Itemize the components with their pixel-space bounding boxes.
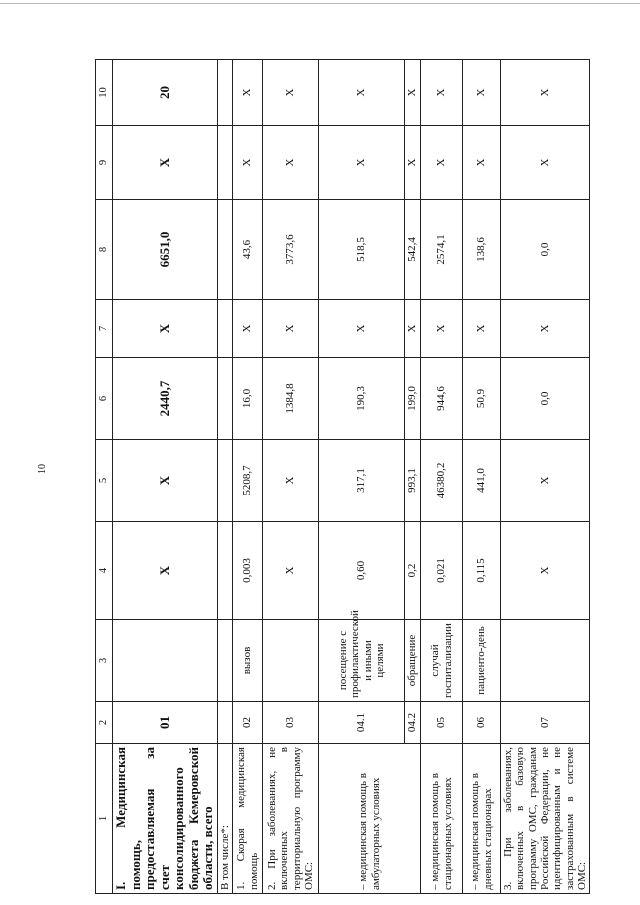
- row-cell: 3773,6: [263, 200, 319, 300]
- row-cell: 2574,1: [421, 200, 463, 300]
- row-unit: [263, 620, 319, 702]
- row-code: 02: [233, 702, 263, 744]
- row-cell: X: [405, 126, 421, 200]
- row-cell: X: [319, 60, 405, 126]
- row-cell: 1384,8: [263, 358, 319, 440]
- row-cell: X: [113, 440, 218, 522]
- row-name: – медицинская помощь в стационарных условиях: [421, 744, 463, 894]
- row-code: 03: [263, 702, 319, 744]
- row-cell: 518,5: [319, 200, 405, 300]
- header-cell: 10: [96, 60, 113, 126]
- row-cell: 317,1: [319, 440, 405, 522]
- top-rule: [0, 3, 640, 4]
- header-cell: 5: [96, 440, 113, 522]
- row-cell: X: [501, 440, 590, 522]
- row-cell: 441,0: [463, 440, 501, 522]
- row-name: – медицинская помощь в амбулаторных условиях: [319, 744, 421, 894]
- row-cell: X: [501, 126, 590, 200]
- page-number: 10: [37, 464, 48, 474]
- row-cell: X: [233, 126, 263, 200]
- row-unit: вызов: [233, 620, 263, 702]
- row-cell: 5208,7: [233, 440, 263, 522]
- row-name: 2. При заболеваниях, не включенных в территориальную программу ОМС:: [263, 744, 319, 894]
- row-cell: 190,3: [319, 358, 405, 440]
- table-row: [421, 60, 463, 894]
- row-name: 1. Скорая медицинская помощь: [233, 744, 263, 894]
- row-code: 07: [501, 702, 590, 744]
- row-cell: [217, 200, 232, 300]
- row-cell: X: [263, 126, 319, 200]
- row-cell: 0,2: [405, 522, 421, 620]
- row-cell: 6651,0: [113, 200, 218, 300]
- table-row: [233, 60, 263, 894]
- row-cell: X: [421, 300, 463, 358]
- row-cell: X: [421, 126, 463, 200]
- row-cell: [217, 358, 232, 440]
- row-code: 04.1: [319, 702, 405, 744]
- row-cell: X: [463, 60, 501, 126]
- row-cell: 199,0: [405, 358, 421, 440]
- row-unit: [113, 620, 218, 702]
- row-cell: X: [463, 300, 501, 358]
- row-cell: X: [113, 300, 218, 358]
- row-cell: X: [421, 60, 463, 126]
- row-cell: 542,4: [405, 200, 421, 300]
- row-code: [217, 702, 232, 744]
- row-cell: [217, 60, 232, 126]
- row-cell: [217, 300, 232, 358]
- row-name: – медицинская помощь в дневных стационарах: [463, 744, 501, 894]
- row-unit: случай госпитализации: [421, 620, 463, 702]
- row-cell: X: [233, 300, 263, 358]
- row-code: 01: [113, 702, 218, 744]
- row-cell: [217, 522, 232, 620]
- row-cell: X: [319, 300, 405, 358]
- header-cell: 3: [96, 620, 113, 702]
- header-cell: 1: [96, 744, 113, 894]
- row-unit: [501, 620, 590, 702]
- table-row: [319, 60, 405, 894]
- row-cell: 50,9: [463, 358, 501, 440]
- header-cell: 8: [96, 200, 113, 300]
- row-cell: X: [319, 126, 405, 200]
- row-unit: пациенто-день: [463, 620, 501, 702]
- row-cell: 16,0: [233, 358, 263, 440]
- row-cell: 0,115: [463, 522, 501, 620]
- row-cell: [217, 440, 232, 522]
- header-cell: 9: [96, 126, 113, 200]
- row-cell: X: [405, 60, 421, 126]
- table-row: [263, 60, 319, 894]
- rotated-table-wrapper: [95, 60, 589, 894]
- table-row: [463, 60, 501, 894]
- row-cell: X: [501, 60, 590, 126]
- row-unit: [217, 620, 232, 702]
- row-cell: [217, 126, 232, 200]
- row-cell: X: [113, 522, 218, 620]
- row-cell: 0,60: [319, 522, 405, 620]
- row-unit: обращение: [405, 620, 421, 702]
- row-cell: X: [501, 300, 590, 358]
- row-code: 06: [463, 702, 501, 744]
- row-unit: посещение с профилактической и иными целями: [319, 620, 405, 702]
- header-cell: 6: [96, 358, 113, 440]
- budget-table: [95, 59, 590, 894]
- row-cell: 0,0: [501, 358, 590, 440]
- row-cell: 944,6: [421, 358, 463, 440]
- row-cell: 2440,7: [113, 358, 218, 440]
- row-cell: X: [463, 126, 501, 200]
- row-cell: 993,1: [405, 440, 421, 522]
- row-cell: X: [263, 522, 319, 620]
- table-row: [501, 60, 590, 894]
- header-cell: 2: [96, 702, 113, 744]
- row-name: I. Медицинская помощь, предоставляемая за счет консолидированного бюджета Кемеровской области, всего: [113, 744, 218, 894]
- row-cell: X: [113, 126, 218, 200]
- row-cell: X: [263, 60, 319, 126]
- row-code: 04.2: [405, 702, 421, 744]
- row-cell: 46380,2: [421, 440, 463, 522]
- header-cell: 7: [96, 300, 113, 358]
- row-cell: 20: [113, 60, 218, 126]
- table-row: [217, 60, 232, 894]
- row-cell: X: [263, 300, 319, 358]
- row-cell: X: [263, 440, 319, 522]
- row-cell: 138,6: [463, 200, 501, 300]
- table-row: [113, 60, 218, 894]
- row-cell: X: [501, 522, 590, 620]
- row-name: В том числе*:: [217, 744, 232, 894]
- row-cell: 43,6: [233, 200, 263, 300]
- row-cell: 0,003: [233, 522, 263, 620]
- row-code: 05: [421, 702, 463, 744]
- row-name: 3. При заболеваниях, включенных в базовую программу ОМС, гражданам Российской Федерации, не идентифицированным и не застрахованным в системе ОМС:: [501, 744, 590, 894]
- row-cell: X: [405, 300, 421, 358]
- row-cell: X: [233, 60, 263, 126]
- header-cell: 4: [96, 522, 113, 620]
- header-row: [96, 60, 113, 894]
- row-cell: 0,021: [421, 522, 463, 620]
- row-cell: 0,0: [501, 200, 590, 300]
